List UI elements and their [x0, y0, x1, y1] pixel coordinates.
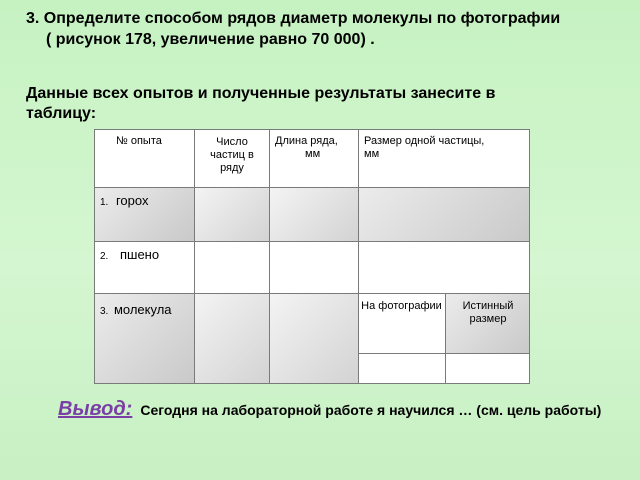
table-border-bottom	[94, 383, 530, 384]
row1-label	[100, 193, 148, 208]
header-experiment-number: № опыта	[116, 135, 162, 147]
subheader-on-photo: На фотографии	[361, 300, 442, 312]
subheader-true-size: Истинный размер	[462, 300, 514, 325]
row2-length-cell[interactable]	[269, 241, 358, 293]
table-grid-line	[94, 187, 530, 188]
row2-count-cell[interactable]	[194, 241, 269, 293]
table-grid-line	[94, 293, 530, 294]
row3-count-cell[interactable]	[194, 293, 269, 384]
table-border-top	[94, 129, 530, 130]
row2-size-cell[interactable]	[358, 241, 530, 293]
instruction-line-2: таблицу:	[26, 105, 97, 122]
row3-label	[100, 302, 172, 317]
table-grid-line	[94, 241, 530, 242]
conclusion-text: Сегодня на лабораторной работе я научился … (см. цель работы)	[140, 402, 602, 418]
header-particle-size-label: Размер одной частицы,	[364, 135, 485, 147]
row2-name: пшено	[119, 247, 160, 262]
row1-name: горох	[115, 193, 149, 208]
header-row-length-unit: мм	[305, 148, 321, 160]
table-grid-line	[358, 129, 359, 384]
table-grid-line	[358, 353, 530, 354]
true-size-value-cell[interactable]	[445, 353, 530, 384]
table-border-left	[94, 129, 95, 384]
row3-name: молекула	[113, 302, 172, 317]
header-particle-size	[364, 135, 526, 161]
table-grid-line	[269, 129, 270, 384]
row3-number: 3.	[100, 306, 109, 317]
row1-number: 1.	[100, 197, 109, 208]
conclusion-keyword: Вывод:	[58, 398, 133, 420]
results-table	[94, 129, 530, 384]
task-line-2: ( рисунок 178, увеличение равно 70 000) .	[46, 31, 375, 48]
header-particle-size-unit: мм	[364, 148, 380, 160]
table-border-right	[529, 129, 530, 384]
photo-value-cell[interactable]	[358, 353, 445, 384]
row1-size-cell[interactable]	[358, 187, 530, 241]
task-text	[26, 8, 636, 50]
row1-length-cell[interactable]	[269, 187, 358, 241]
row3-length-cell[interactable]	[269, 293, 358, 384]
instruction-line-1: Данные всех опытов и полученные результаты занесите в	[26, 85, 496, 102]
row1-count-cell[interactable]	[194, 187, 269, 241]
task-line-1: 3. Определите способом рядов диаметр молекулы по фотографии	[26, 10, 561, 27]
row2-number: 2.	[100, 251, 109, 262]
header-row-length	[275, 135, 355, 161]
conclusion	[58, 400, 618, 419]
header-row-length-label: Длина ряда,	[275, 135, 338, 147]
instruction-text	[26, 84, 626, 124]
row2-label	[100, 247, 159, 262]
header-particle-count: Число частиц в ряду	[210, 136, 254, 174]
table-grid-line	[194, 129, 195, 384]
